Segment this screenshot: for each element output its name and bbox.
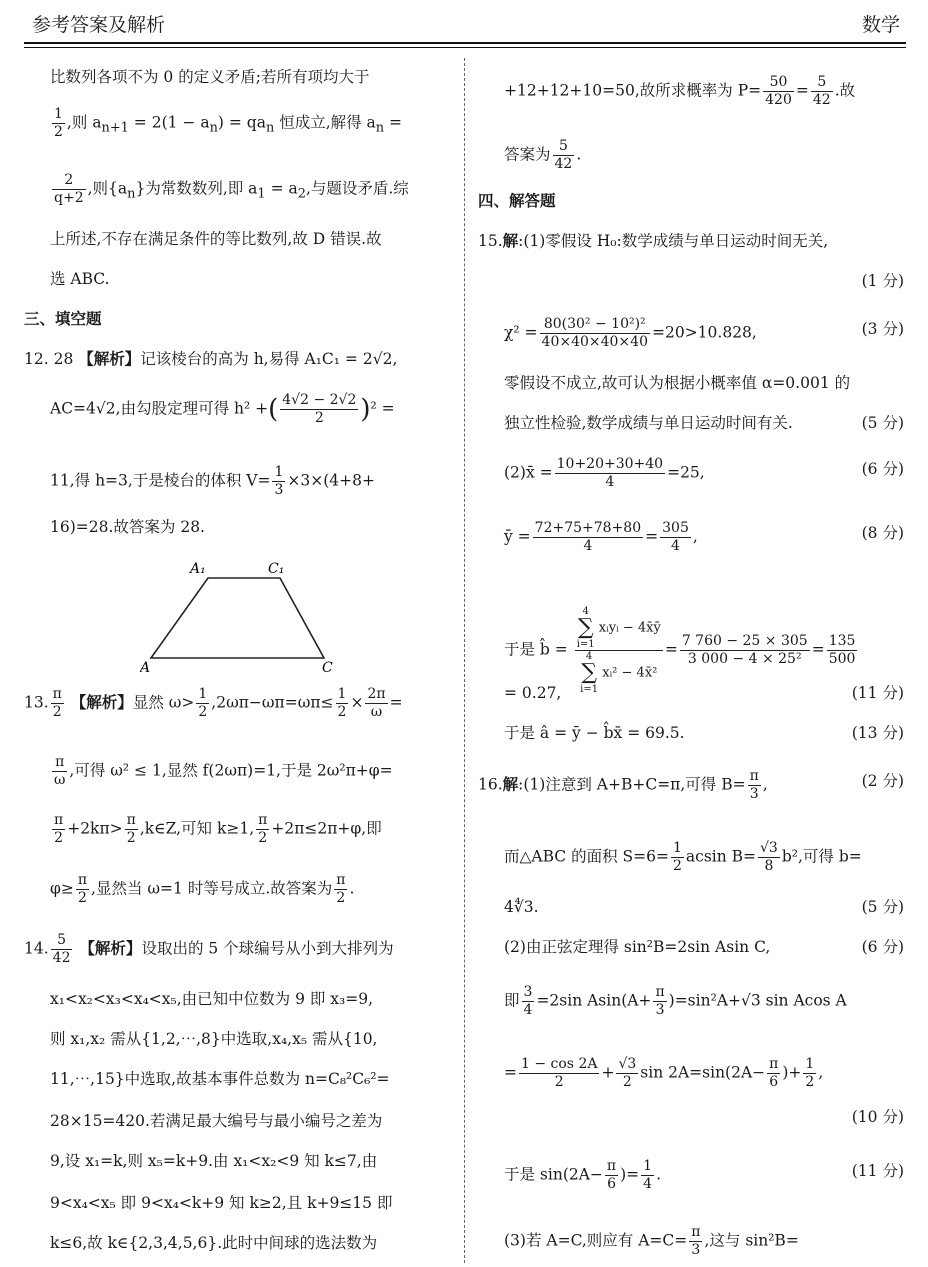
q14-line: 28×15=420.若满足最大编号与最小编号之差为: [50, 1112, 383, 1130]
q13-line: $\frac{\pi}{\omega}$ ,可得 ω² ≤ 1,显然 f(2ωπ)=1,于是 2ω²π+φ=: [54, 754, 393, 788]
q12-line: 16)=28.故答案为 28.: [50, 518, 205, 536]
q16-line: 于是 sin(2A− $\frac{\pi}{6}$ )= $\frac{1}{4}$ . (11 分): [504, 1158, 904, 1192]
header-rule-thin: [24, 47, 906, 48]
q15-line: (2)x̄ = $\frac{10+20+30+40}{4}$ =25, (6 分): [504, 456, 904, 490]
q16-line: 16.解:(1)注意到 A+B+C=π,可得 B= $\frac{\pi}{3}$ , (2 分): [478, 768, 904, 802]
text-line: $\frac{2}{q+2}$ ,则$\{a_n\}$为常数数列,即 $a_1 = a_2$,与题设矛盾.综: [54, 172, 409, 206]
q14-line: 14. $\frac{5}{42}$ 【解析】设取出的 5 个球编号从小到大排列为: [24, 932, 394, 966]
q14-line: 11,⋯,15}中选取,故基本事件总数为 n=C₈²C₆²=: [50, 1070, 390, 1088]
q15-line: 于是 b̂ = 4 ∑ i=1 xᵢyᵢ − 4x̄ȳ 4 ∑ i=1 xᵢ² − 4x̄² = $\frac{7 760 - 25 \times 305}{\text{3 000 − 4 × 25²}}$ = $\frac{135}{500}$: [504, 606, 856, 695]
text-line: 比数列各项不为 0 的定义矛盾;若所有项均大于: [50, 68, 370, 86]
q12-line: AC=4√2,由勾股定理可得 h² +( $\frac{4√2 - 2√2}{2}$ )² =: [50, 392, 395, 426]
q16-line: = $\frac{1 - \cos 2A}{2}$ + $\frac{√3}{2}$ sin 2A=sin(2A− $\frac{\pi}{6}$ )+ $\frac{1}{2}$ ,: [504, 1056, 824, 1090]
q14-line: 9,设 x₁=k,则 x₅=k+9.由 x₁<x₂<9 知 k≤7,由: [50, 1152, 378, 1170]
q14-line: x₁<x₂<x₃<x₄<x₅,由已知中位数为 9 即 x₃=9,: [50, 990, 374, 1008]
text-line: 上所述,不存在满足条件的等比数列,故 D 错误.故: [50, 230, 382, 248]
text-line: $\frac{1}{2}$ ,则 $a_{n+1} = 2(1 - a_n) = qa_n$ 恒成立,解得 $a_n$ =: [54, 106, 403, 140]
header-subject: 数学: [861, 14, 900, 36]
q14-line: k≤6,故 k∈{2,3,4,5,6}.此时中间球的选法数为: [50, 1234, 378, 1252]
q15-line: ȳ = $\frac{72+75+78+80}{4}$ = $\frac{305}{4}$ , (8 分): [504, 520, 904, 554]
q15-line: = 0.27, (11 分): [504, 684, 904, 702]
q15-line: 15.解:(1)零假设 H₀:数学成绩与单日运动时间无关,: [478, 232, 829, 250]
q16-line: (2)由正弦定理得 sin²B=2sin Asin C, (6 分): [504, 938, 904, 956]
page: 参考答案及解析 数学 比数列各项不为 0 的定义矛盾;若所有项均大于 $\frac{1}{2}$ ,则 $a_{n+1} = 2(1 - a_n) = qa_n$ 恒成立,解得 $a_n$ = $\frac{2}{q+2}$ ,则$\{a_n\}$为常数数列,即 $a_1 = a_2$,与题设矛盾.综 上所述,不存在满足条件的等比数列,故 D 错误.故 选 ABC. 三、填空题 12. 28 【解析】记该棱台的高为 h,易得 A₁C₁ = 2√2, AC=4√2,由勾股定理可得 h² +( $\frac{4√2 - 2√2}{2}$ )² = 11,得 h=3,于是棱台的体积 V= $\frac{1}{3}$ ×3×(4+8+ 16)=28.故答案为 28. A₁ C₁ A C 13. $\frac{\pi}{2}$ 【解析】显然 ω> $\frac{1}{2}$ ,2ωπ−ωπ=ωπ≤ $\frac{1}{2}$ × $\frac{2\pi}{\omega}$ = $\frac{\pi}{\omega}$ ,可得 ω² ≤ 1,显然 f(2ωπ)=1,于是 2ω²π+φ= $\frac{\pi}{2}$ +2kπ> $\frac{\pi}{2}$ ,k∈Z,可知 k≥1, $\frac{\pi}{2}$ +2π≤2π+φ,即 φ≥ $\frac{\pi}{2}$ ,显然当 ω=1 时等号成立.故答案为 $\frac{\pi}{2}$ . 14. $\frac{5}{42}$ 【解析】设取出的 5 个球编号从小到大排列为 x₁<x₂<x₃<x₄<x₅,由已知中位数为 9 即 x₃=9, 则 x₁,x₂ 需从{1,2,⋯,8}中选取,x₄,x₅ 需从{10, 11,⋯,15}中选取,故基本事件总数为 n=C₈²C₆²= 28×15=420.若满足最大编号与最小编号之差为 9,设 x₁=k,则 x₅=k+9.由 x₁<x₂<9 知 k≤7,由 9<x₄<x₅ 即 9<x₄<k+9 知 k≥2,且 k+9≤15 即 k≤6,故 k∈{2,3,4,5,6}.此时中间球的选法数为 +12+12+10=50,故所求概率为 P= $\frac{50}{420}$ = $\frac{5}{42}$ .故 答案为 $\frac{5}{42}$ . 四、解答题 15.解:(1)零假设 H₀:数学成绩与单日运动时间无关, (1 分) χ² = $\frac{\text{80(30² − 10²)²}}{40\times 40\times 40\times 40}$ =20>10.828, (3 分) 零假设不成立,故可认为根据小概率值 α=0.001 的 独立性检验,数学成绩与单日运动时间有关. (5 分) (2)x̄ = $\frac{10+20+30+40}{4}$ =25, (6 分) ȳ = $\frac{72+75+78+80}{4}$ = $\frac{305}{4}$ , (8 分) 于是 b̂ = 4 ∑ i=1 xᵢyᵢ − 4x̄ȳ 4 ∑ i=1 xᵢ² − 4x̄² = $\frac{7 760 - 25 \times 305}{\text{3 000 − 4 × 25²}}$ = $\frac{135}{500}$ = 0.27, (11 分) 于是 â = ȳ − b̂x̄ = 69.5. (13 分) 16.解:(1)注意到 A+B+C=π,可得 B= $\frac{\pi}{3}$ , (2 分) 而△ABC 的面积 S=6= $\frac{1}{2}$ acsin B= $\frac{√3}{8}$ b²,可得 b= 4∜3. (5 分) (2)由正弦定理得 sin²B=2sin Asin C, (6 分) 即 $\frac{3}{4}$ =2sin Asin(A+ $\frac{\pi}{3}$ )=sin²A+√3 sin Acos A = $\frac{1 - \cos 2A}{2}$ + $\frac{√3}{2}$ sin 2A=sin(2A− $\frac{\pi}{6}$ )+ $\frac{1}{2}$ , (10 分) 于是 sin(2A− $\frac{\pi}{6}$ )= $\frac{1}{4}$ . (11 分) (3)若 A=C,则应有 A=C= $\frac{\pi}{3}$ ,这与 sin²B=: [0, 0, 928, 1267]
q12-line: 12. 28 【解析】记该棱台的高为 h,易得 A₁C₁ = 2√2,: [24, 350, 398, 368]
q13-line: φ≥ $\frac{\pi}{2}$ ,显然当 ω=1 时等号成立.故答案为 $\frac{\pi}{2}$ .: [50, 872, 355, 906]
q14-line: 9<x₄<x₅ 即 9<x₄<k+9 知 k≥2,且 k+9≤15 即: [50, 1194, 393, 1212]
label-C1: C₁: [268, 561, 285, 577]
label-A1: A₁: [190, 561, 206, 577]
q14-cont-line: 答案为 $\frac{5}{42}$ .: [504, 138, 582, 172]
trapezoid-figure: [140, 556, 346, 676]
page-header: [24, 0, 906, 40]
label-A: A: [140, 660, 151, 676]
section-heading-fill-blank: 三、填空题: [24, 310, 102, 328]
q14-cont-line: +12+12+10=50,故所求概率为 P= $\frac{50}{420}$ = $\frac{5}{42}$ .故: [504, 74, 856, 108]
q13-line: $\frac{\pi}{2}$ +2kπ> $\frac{\pi}{2}$ ,k∈Z,可知 k≥1, $\frac{\pi}{2}$ +2π≤2π+φ,即: [54, 812, 382, 846]
q15-line: 零假设不成立,故可认为根据小概率值 α=0.001 的: [504, 374, 851, 392]
header-rule-thick: [24, 42, 906, 44]
column-divider: [464, 58, 465, 1263]
q15-line: 于是 â = ȳ − b̂x̄ = 69.5. (13 分): [504, 724, 904, 742]
q12-line: 11,得 h=3,于是棱台的体积 V= $\frac{1}{3}$ ×3×(4+8+: [50, 464, 375, 498]
q16-line: 4∜3. (5 分): [504, 898, 904, 916]
q16-line: 即 $\frac{3}{4}$ =2sin Asin(A+ $\frac{\pi}{3}$ )=sin²A+√3 sin Acos A: [504, 984, 847, 1018]
label-C: C: [322, 660, 333, 676]
q15-line: χ² = $\frac{\text{80(30² − 10²)²}}{40\times 40\times 40\times 40}$ =20>10.828, (3 分): [504, 316, 904, 350]
q16-line: 而△ABC 的面积 S=6= $\frac{1}{2}$ acsin B= $\frac{√3}{8}$ b²,可得 b=: [504, 840, 862, 874]
text-line: 选 ABC.: [50, 270, 110, 288]
header-title: 参考答案及解析: [32, 14, 166, 36]
q15-line: 独立性检验,数学成绩与单日运动时间有关. (5 分): [504, 414, 904, 432]
q14-line: 则 x₁,x₂ 需从{1,2,⋯,8}中选取,x₄,x₅ 需从{10,: [50, 1030, 378, 1048]
q13-line: 13. $\frac{\pi}{2}$ 【解析】显然 ω> $\frac{1}{2}$ ,2ωπ−ωπ=ωπ≤ $\frac{1}{2}$ × $\frac{2\pi}{\omega}$ =: [24, 686, 403, 720]
section-heading-solutions: 四、解答题: [478, 192, 556, 210]
q16-line: (3)若 A=C,则应有 A=C= $\frac{\pi}{3}$ ,这与 sin²B=: [504, 1224, 799, 1258]
trapezoid-shape: [151, 578, 324, 658]
